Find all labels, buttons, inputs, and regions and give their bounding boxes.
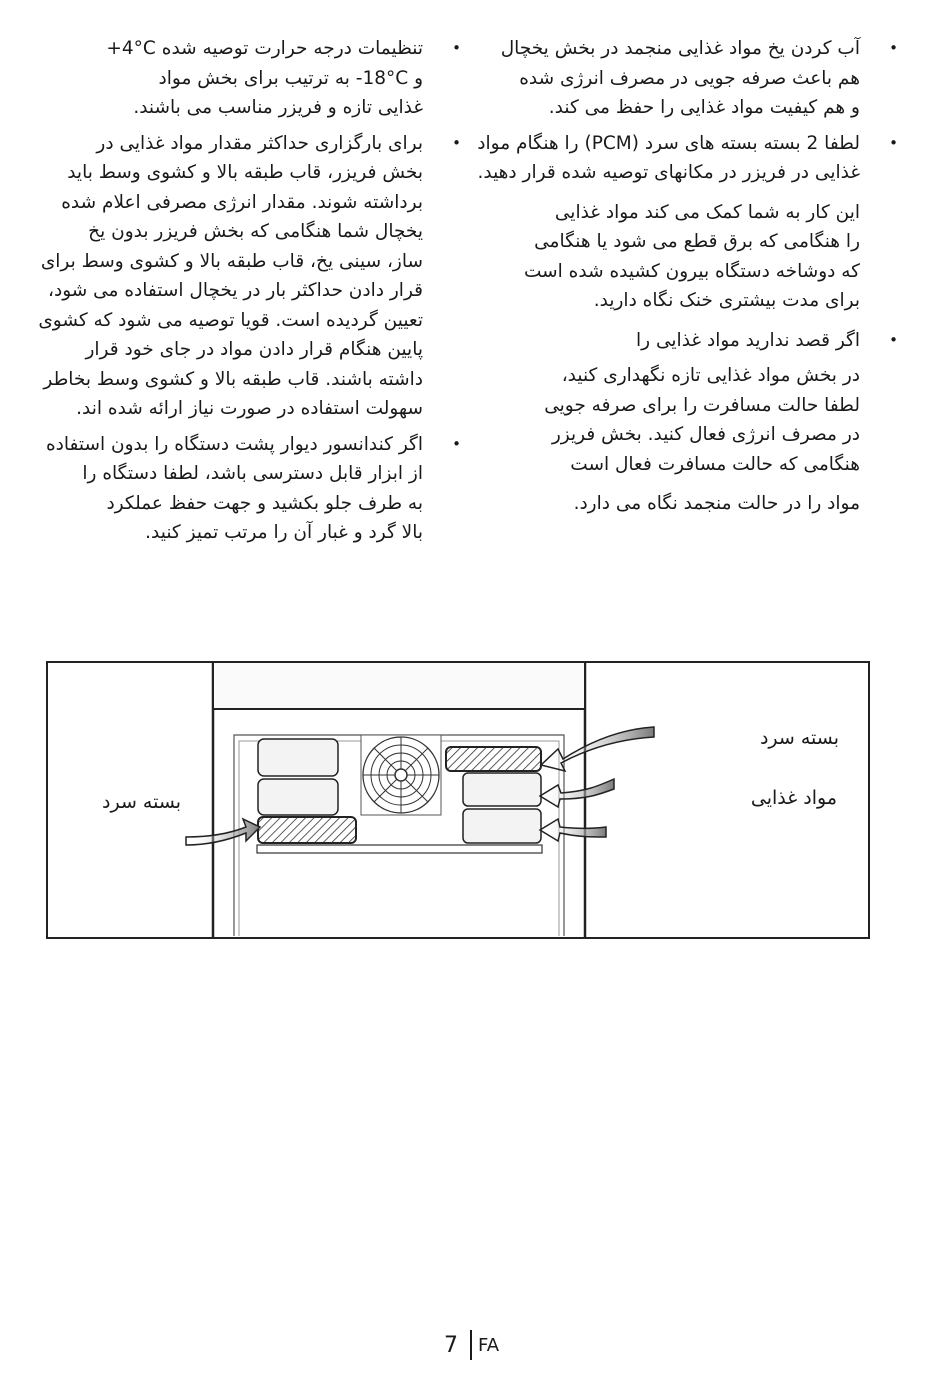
text-line: به طرف جلو بکشید و جهت حفظ عملکرد [106,492,423,514]
bullet-condenser-cleaning [45,430,423,548]
freezer-temp-value: -18°C [355,67,409,89]
text-line: قرار دادن حداکثر بار در یخچال استفاده می شود، [47,280,423,301]
temperature-text: و [414,67,423,89]
fresh-temp-value: +4°C [106,38,156,59]
label-food-right: مواد غذایی [750,787,837,809]
text-line: این کار به شما کمک می کند مواد غذایی [554,201,860,223]
text-line: را هنگامی که برق قطع می شود یا هنگامی [534,231,860,252]
food-pack [258,739,338,776]
text-line [55,64,423,94]
bullet-holiday-mode [470,326,860,356]
cold-packs-note [470,198,860,316]
label-cold-pack-right: بسته سرد [759,727,839,749]
cold-pack-right [446,747,541,771]
text-line: بخش فریزر، قاب طبقه بالا و کشوی وسط باید [67,162,423,183]
food-pack [463,809,541,843]
bullet-temperature-settings [55,34,423,123]
text-line: • اگر قصد ندارید مواد غذایی را [636,329,860,351]
text-line: • آب کردن یخ مواد غذایی منجمد در بخش یخچال [500,38,860,59]
fan-icon [361,735,441,815]
footer-separator [470,1330,472,1360]
label-cold-pack-left: بسته سرد [102,791,182,813]
text-line [55,34,423,64]
text-line: • برای بارگزاری حداکثر مقدار مواد غذایی در [96,132,423,154]
text-line: در مصرف انرژی فعال کنید. بخش فریزر [551,424,860,445]
text-line: تعیین گردیده است. قویا توصیه می شود که کشوی [38,309,423,331]
text-line: برای مدت بیشتری خنک نگاه دارید. [593,290,860,311]
food-pack [463,773,541,806]
text-line: داشته باشند. قاب طبقه بالا و کشوی وسط بخاطر [43,368,423,390]
text-line: لطفا حالت مسافرت را برای صرفه جویی [544,394,860,416]
food-pack [258,779,338,815]
bullet-thaw-frozen-food [470,34,860,123]
bullet-cold-packs [470,129,860,188]
holiday-mode-tail [470,489,860,519]
top-panel [213,662,585,709]
text-line: هنگامی که حالت مسافرت فعال است [570,453,860,475]
text-line: غذایی در فریزر در مکانهای توصیه شده قرار دهید. [477,162,860,183]
temperature-text: تنظیمات درجه حرارت توصیه شده [161,38,423,59]
freezer-cold-pack-figure [46,661,871,939]
text-line: • اگر کندانسور دیوار پشت دستگاه را بدون استفاده [45,433,423,455]
page-footer [444,1330,499,1360]
shelf [257,845,542,853]
language-code: FA [478,1334,500,1356]
text-line: یخچال شما هنگامی که بخش فریزر بدون یخ [88,221,423,242]
right-column [470,34,860,519]
text-line: • لطفا 2 بسته بسته های سرد (PCM) را هنگام مواد [477,132,860,154]
left-column [38,34,423,554]
text-line: غذایی تازه و فریزر مناسب می باشند. [133,97,423,118]
text-line: بالا گرد و غبار آن را مرتب تمیز کنید. [145,522,423,543]
text-line: پایین هنگام قرار دادن مواد در جای خود قرار [85,339,423,360]
text-line: برداشته شوند. مقدار انرژی مصرفی اعلام شده [61,191,423,213]
temperature-text: به ترتیب برای بخش مواد [158,67,350,89]
text-line: مواد را در حالت منجمد نگاه می دارد. [573,493,860,514]
page-number: 7 [444,1332,458,1358]
text-line: و هم کیفیت مواد غذایی را حفظ می کند. [548,97,860,118]
text-line: که دوشاخه دستگاه بیرون کشیده شده است [523,260,860,282]
text-line: هم باعث صرفه جویی در مصرف انرژی شده [519,67,860,89]
text-line: ساز، سینی یخ، قاب طبقه بالا و کشوی وسط برای [40,250,423,272]
bullet-max-load [38,129,423,424]
holiday-mode-note [470,361,860,479]
text-line: سهولت استفاده در صورت نیاز ارائه شده اند. [76,398,423,419]
text-line: از ابزار قابل دسترسی باشد، لطفا دستگاه را [82,463,423,484]
text-line: در بخش مواد غذایی تازه نگهداری کنید، [561,365,860,386]
cold-pack-left [258,817,356,843]
